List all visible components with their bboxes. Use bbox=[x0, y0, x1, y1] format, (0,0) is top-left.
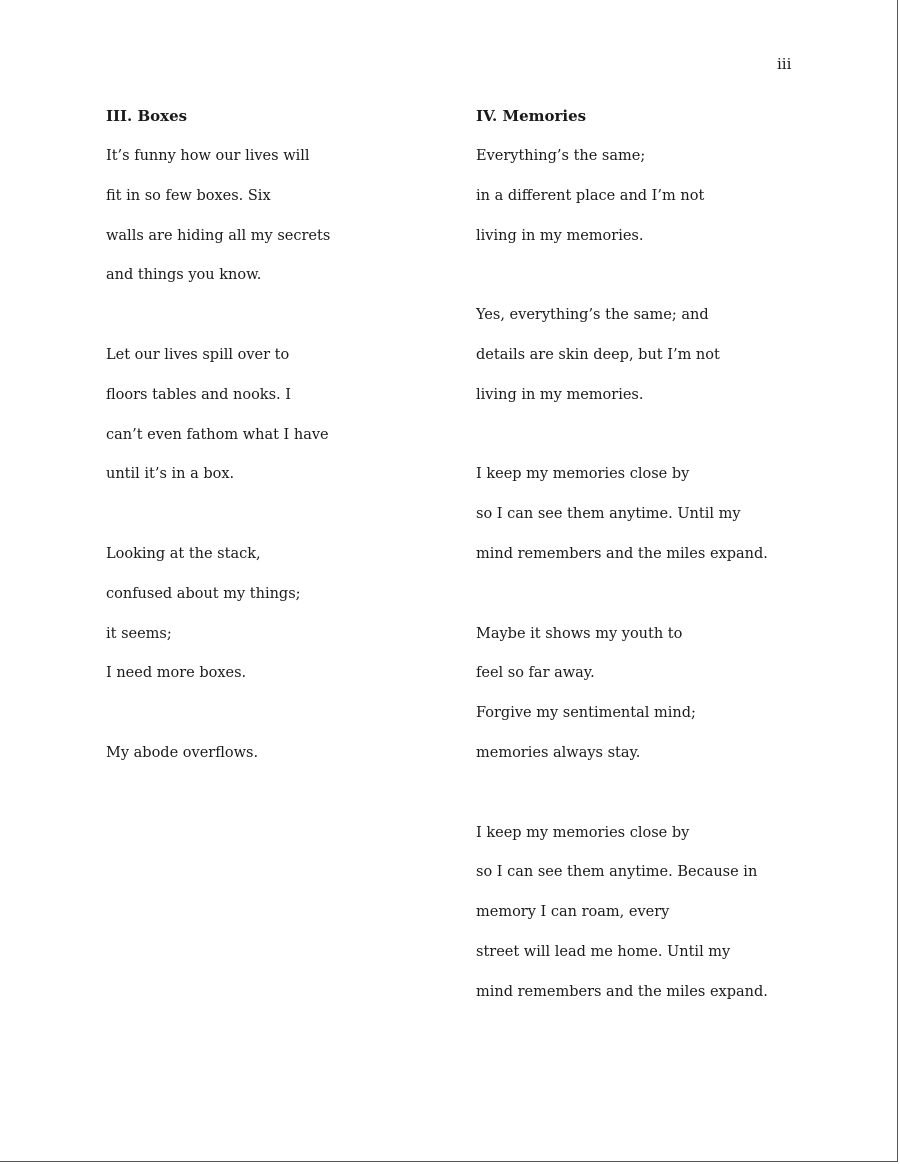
stanza-break bbox=[476, 423, 856, 463]
stanza-break bbox=[476, 582, 856, 622]
poem-line: memories always stay. bbox=[476, 744, 641, 761]
poem-line: Let our lives spill over to bbox=[106, 346, 290, 363]
poem-line: mind remembers and the miles expand. bbox=[476, 983, 768, 1000]
stanza-break bbox=[106, 303, 486, 343]
poem-line: Looking at the stack, bbox=[106, 545, 261, 562]
poem-line: My abode overflows. bbox=[106, 744, 259, 761]
stanza bbox=[476, 622, 856, 781]
poem-line: in a different place and I’m not bbox=[476, 187, 705, 204]
stanza-break bbox=[106, 701, 486, 741]
poem-memories bbox=[476, 104, 856, 1020]
stanza-break bbox=[476, 263, 856, 303]
poem-line: Everything’s the same; bbox=[476, 148, 646, 164]
poem-line: fit in so few boxes. Six bbox=[106, 187, 271, 204]
poem-line: memory I can roam, every bbox=[476, 904, 670, 921]
poem-line: floors tables and nooks. I bbox=[106, 386, 291, 403]
poem-line: details are skin deep, but I’m not bbox=[476, 346, 720, 363]
poem-line: feel so far away. bbox=[476, 665, 595, 682]
stanza bbox=[106, 542, 486, 701]
poem-line: Forgive my sentimental mind; bbox=[476, 705, 696, 722]
stanza-break bbox=[476, 781, 856, 821]
stanza bbox=[106, 144, 486, 303]
stanza bbox=[476, 462, 856, 581]
poem-line: walls are hiding all my secrets bbox=[106, 227, 331, 244]
stanza bbox=[476, 144, 856, 263]
stanza bbox=[106, 343, 486, 502]
page-number: iii bbox=[777, 55, 792, 73]
poem-title: IV. Memories bbox=[476, 107, 587, 125]
poem-line: living in my memories. bbox=[476, 227, 644, 244]
poem-line: It’s funny how our lives will bbox=[106, 148, 310, 164]
poem-line: Maybe it shows my youth to bbox=[476, 625, 683, 642]
poem-line: can’t even fathom what I have bbox=[106, 426, 329, 443]
stanza bbox=[106, 741, 486, 781]
poem-line: I need more boxes. bbox=[106, 665, 247, 682]
poem-line: I keep my memories close by bbox=[476, 466, 690, 483]
poem-line: so I can see them anytime. Because in bbox=[476, 864, 758, 881]
poem-line: I keep my memories close by bbox=[476, 824, 690, 841]
poem-line: it seems; bbox=[106, 625, 172, 642]
stanza-break bbox=[106, 502, 486, 542]
poem-line: living in my memories. bbox=[476, 386, 644, 403]
stanza bbox=[476, 821, 856, 1020]
poem-line: mind remembers and the miles expand. bbox=[476, 545, 768, 562]
stanza bbox=[476, 303, 856, 422]
poem-line: until it’s in a box. bbox=[106, 466, 235, 483]
poem-boxes bbox=[106, 104, 486, 781]
poem-line: confused about my things; bbox=[106, 585, 301, 602]
poem-line: street will lead me home. Until my bbox=[476, 943, 731, 960]
poem-line: and things you know. bbox=[106, 267, 262, 284]
poem-title: III. Boxes bbox=[106, 107, 188, 125]
poem-line: so I can see them anytime. Until my bbox=[476, 506, 741, 523]
poem-line: Yes, everything’s the same; and bbox=[476, 307, 709, 324]
